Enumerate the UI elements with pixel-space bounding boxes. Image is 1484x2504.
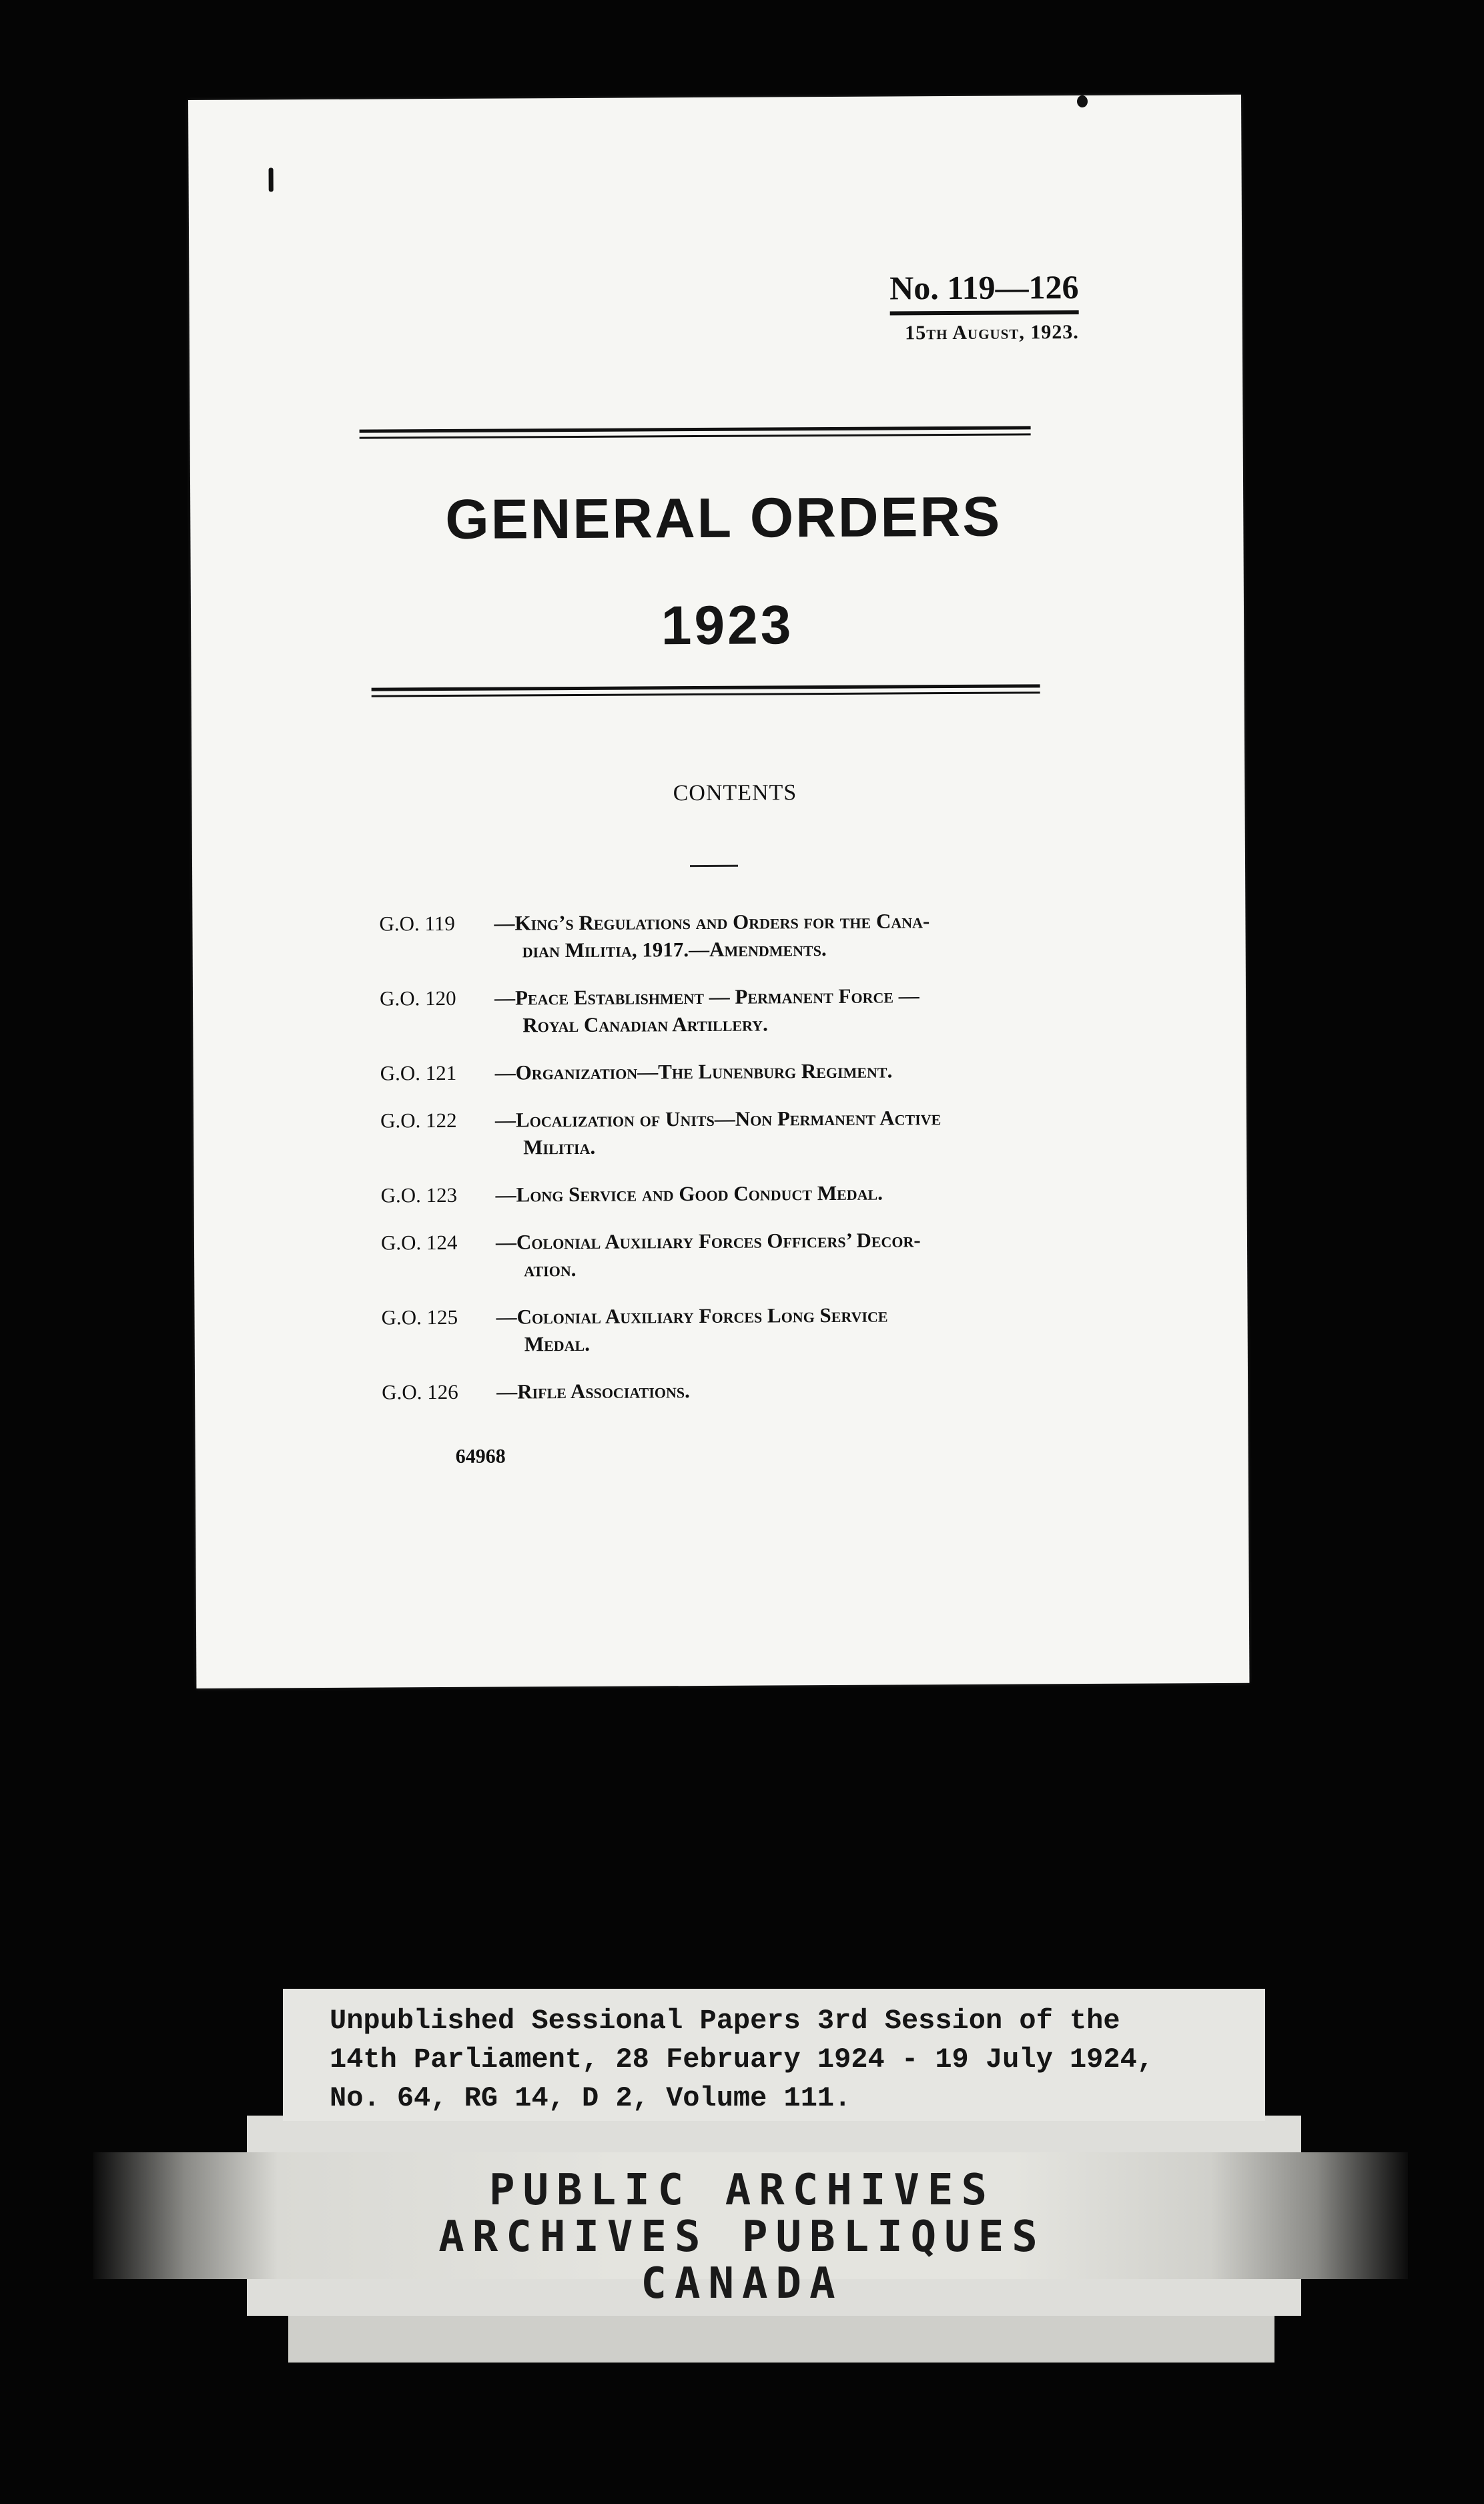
entry-number: G.O. 119 bbox=[379, 911, 455, 936]
entry-text: —Colonial Auxiliary Forces Long Service Medal. bbox=[496, 1303, 888, 1356]
top-double-rule bbox=[360, 426, 1031, 438]
entry-text: —Long Service and Good Conduct Medal. bbox=[495, 1181, 883, 1207]
stamp-line-1: PUBLIC ARCHIVES bbox=[489, 2166, 995, 2215]
entry-number: G.O. 121 bbox=[380, 1060, 457, 1085]
label-line-1: Unpublished Sessional Papers 3rd Session of the bbox=[330, 2005, 1120, 2037]
contents-entry bbox=[380, 1178, 1061, 1209]
entry-text: —King’s Regulations and Orders for the Cana- dian Militia, 1917.—Amendments. bbox=[494, 909, 930, 962]
contents-heading: CONTENTS bbox=[673, 780, 797, 806]
entry-number: G.O. 125 bbox=[381, 1305, 458, 1329]
document-page bbox=[188, 95, 1249, 1688]
archive-label bbox=[283, 1989, 1265, 2121]
stamp-line-2: ARCHIVES PUBLIQUES bbox=[438, 2212, 1046, 2262]
contents-entry bbox=[381, 1225, 1062, 1283]
entry-text: —Localization of Units—Non Permanent Active Militia. bbox=[494, 1106, 942, 1159]
entry-text: —Organization—The Lunenburg Regiment. bbox=[494, 1058, 893, 1084]
ink-mark bbox=[269, 168, 274, 192]
stamp-line-3: CANADA bbox=[641, 2259, 843, 2308]
bottom-double-rule bbox=[372, 684, 1040, 697]
document-year: 1923 bbox=[661, 595, 794, 657]
order-date: 15th August, 1923. bbox=[905, 321, 1079, 344]
ink-fleck bbox=[1077, 95, 1088, 107]
contents-divider bbox=[690, 865, 738, 867]
entry-text: —Colonial Auxiliary Forces Officers’ Decor- ation. bbox=[495, 1228, 921, 1281]
entry-number: G.O. 120 bbox=[379, 986, 456, 1010]
contents-entry bbox=[380, 981, 1060, 1039]
order-number-block bbox=[889, 268, 1079, 344]
entry-text: —Peace Establishment — Permanent Force — Royal Canadian Artillery. bbox=[494, 984, 919, 1037]
order-number: No. 119—126 bbox=[889, 268, 1079, 315]
contents-list bbox=[379, 906, 1062, 1426]
document-title: GENERAL ORDERS bbox=[445, 485, 1002, 551]
label-line-3: No. 64, RG 14, D 2, Volume 111. bbox=[330, 2082, 851, 2114]
contents-entry bbox=[379, 906, 1060, 964]
entry-number: G.O. 123 bbox=[380, 1183, 458, 1207]
entry-text: —Rifle Associations. bbox=[496, 1379, 690, 1403]
entry-number: G.O. 124 bbox=[380, 1230, 458, 1255]
contents-entry bbox=[382, 1375, 1062, 1405]
contents-entry bbox=[381, 1300, 1062, 1358]
entry-number: G.O. 126 bbox=[382, 1379, 458, 1404]
contents-entry bbox=[380, 1056, 1061, 1086]
contents-entry bbox=[380, 1103, 1061, 1161]
stamp-tab bbox=[288, 2316, 1274, 2363]
entry-number: G.O. 122 bbox=[380, 1108, 457, 1133]
label-line-2: 14th Parliament, 28 February 1924 - 19 July 1924, bbox=[330, 2044, 1154, 2076]
print-code: 64968 bbox=[455, 1445, 506, 1468]
